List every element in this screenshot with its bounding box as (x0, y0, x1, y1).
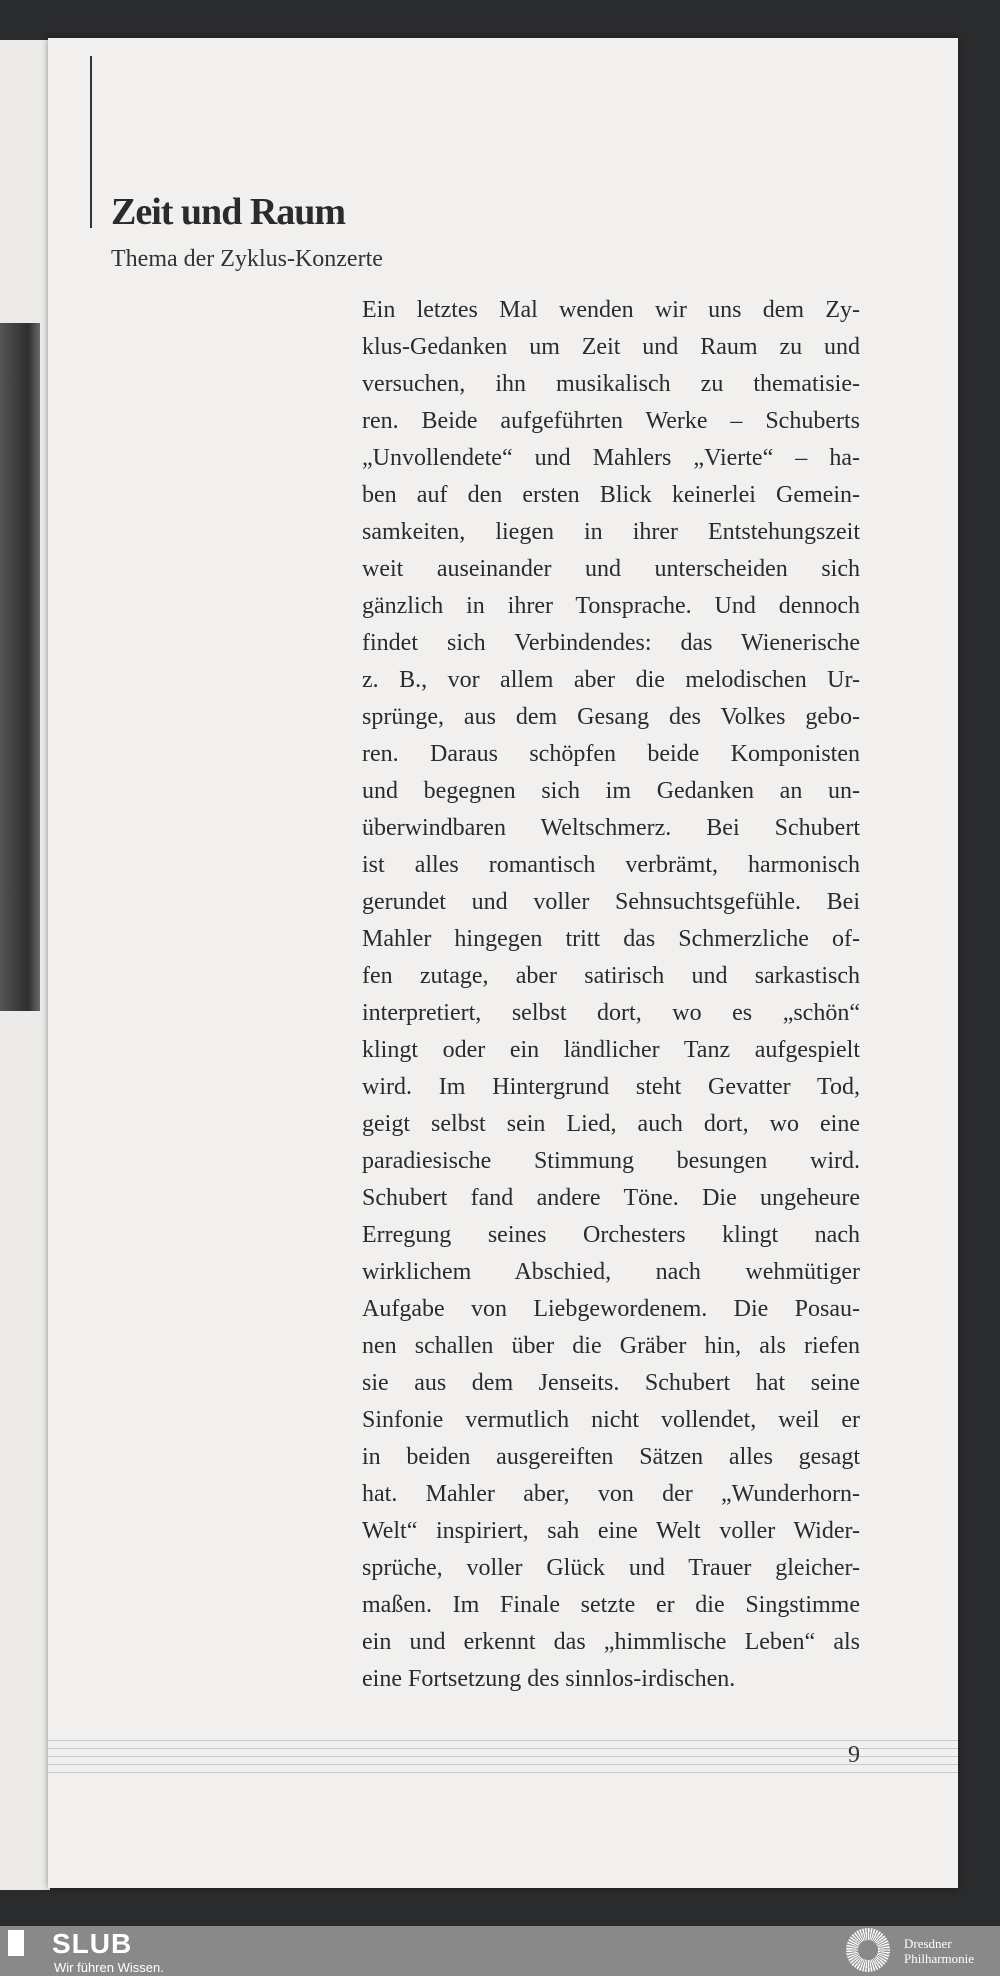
body-text-line: in beiden ausgereiften Sätzen alles gesagt (362, 1444, 860, 1470)
page-title: Zeit und Raum (111, 191, 346, 233)
body-text-line: findet sich Verbindendes: das Wienerische (362, 630, 860, 656)
page-subtitle: Thema der Zyklus-Konzerte (111, 246, 383, 272)
adjacent-page-photo (0, 323, 40, 1011)
body-text-line: samkeiten, liegen in ihrer Entstehungszeit (362, 519, 860, 545)
body-text-line: ren. Daraus schöpfen beide Komponisten (362, 741, 860, 767)
body-text-line: nen schallen über die Gräber hin, als riefen (362, 1333, 860, 1359)
document-page (48, 38, 958, 1888)
body-text-line: maßen. Im Finale setzte er die Singstimme (362, 1592, 860, 1618)
staff-line (48, 1764, 958, 1765)
slub-book-icon (8, 1930, 24, 1956)
body-text-line: sie aus dem Jenseits. Schubert hat seine (362, 1370, 860, 1396)
body-text-line: sprüche, voller Glück und Trauer gleicher- (362, 1555, 860, 1581)
body-text-line: hat. Mahler aber, von der „Wunderhorn- (362, 1481, 860, 1507)
body-text-line: Ein letztes Mal wenden wir uns dem Zy- (362, 297, 860, 323)
body-text-line: Erregung seines Orchesters klingt nach (362, 1222, 860, 1248)
adjacent-page (0, 40, 50, 1890)
body-text-line: Sinfonie vermutlich nicht vollendet, weil er (362, 1407, 860, 1433)
title-rule (90, 56, 92, 228)
body-text-line: überwindbaren Weltschmerz. Bei Schubert (362, 815, 860, 841)
body-text-line: Welt“ inspiriert, sah eine Welt voller Wider- (362, 1518, 860, 1544)
body-text-line: Mahler hingegen tritt das Schmerzliche of- (362, 926, 860, 952)
page-number: 9 (848, 1742, 860, 1768)
staff-line (48, 1756, 958, 1757)
body-text-line: weit auseinander und unterscheiden sich (362, 556, 860, 582)
body-text-line: ist alles romantisch verbrämt, harmonisch (362, 852, 860, 878)
body-text-line: klingt oder ein ländlicher Tanz aufgespielt (362, 1037, 860, 1063)
body-text-line: klus-Gedanken um Zeit und Raum zu und (362, 334, 860, 360)
philharmonie-logo-icon (846, 1928, 890, 1972)
body-text-line: ren. Beide aufgeführten Werke – Schuberts (362, 408, 860, 434)
body-text-line: sprünge, aus dem Gesang des Volkes gebo- (362, 704, 860, 730)
body-text-line: wirklichem Abschied, nach wehmütiger (362, 1259, 860, 1285)
body-text-line: gerundet und voller Sehnsuchtsgefühle. Bei (362, 889, 860, 915)
body-text-line: „Unvollendete“ und Mahlers „Vierte“ – ha- (362, 445, 860, 471)
body-text-line: interpretiert, selbst dort, wo es „schön“ (362, 1000, 860, 1026)
body-text-line: geigt selbst sein Lied, auch dort, wo eine (362, 1111, 860, 1137)
body-text-line: ben auf den ersten Blick keinerlei Gemein- (362, 482, 860, 508)
body-text-line: versuchen, ihn musikalisch zu thematisie- (362, 371, 860, 397)
slub-tagline: Wir führen Wissen. (54, 1960, 164, 1975)
body-text-line: und begegnen sich im Gedanken an un- (362, 778, 860, 804)
body-text-line: ein und erkennt das „himmlische Leben“ als (362, 1629, 860, 1655)
partner-name-line1: Dresdner (904, 1936, 952, 1951)
body-text-line: gänzlich in ihrer Tonsprache. Und dennoch (362, 593, 860, 619)
body-text-line: Schubert fand andere Töne. Die ungeheure (362, 1185, 860, 1211)
article-body (362, 292, 860, 1698)
philharmonie-logo[interactable] (904, 1936, 974, 1966)
footer-bar (0, 1926, 1000, 1976)
staff-line (48, 1740, 958, 1741)
staff-line (48, 1748, 958, 1749)
body-text-line: eine Fortsetzung des sinnlos-irdischen. (362, 1666, 736, 1692)
staff-line (48, 1772, 958, 1773)
slub-logo[interactable]: SLUB (52, 1928, 133, 1959)
body-text-line: paradiesische Stimmung besungen wird. (362, 1148, 860, 1174)
body-text-line: wird. Im Hintergrund steht Gevatter Tod, (362, 1074, 860, 1100)
body-text-line: fen zutage, aber satirisch und sarkastisch (362, 963, 860, 989)
body-text-line: Aufgabe von Liebgewordenem. Die Posau- (362, 1296, 860, 1322)
body-text-line: z. B., vor allem aber die melodischen Ur- (362, 667, 860, 693)
partner-name-line2: Philharmonie (904, 1951, 975, 1966)
